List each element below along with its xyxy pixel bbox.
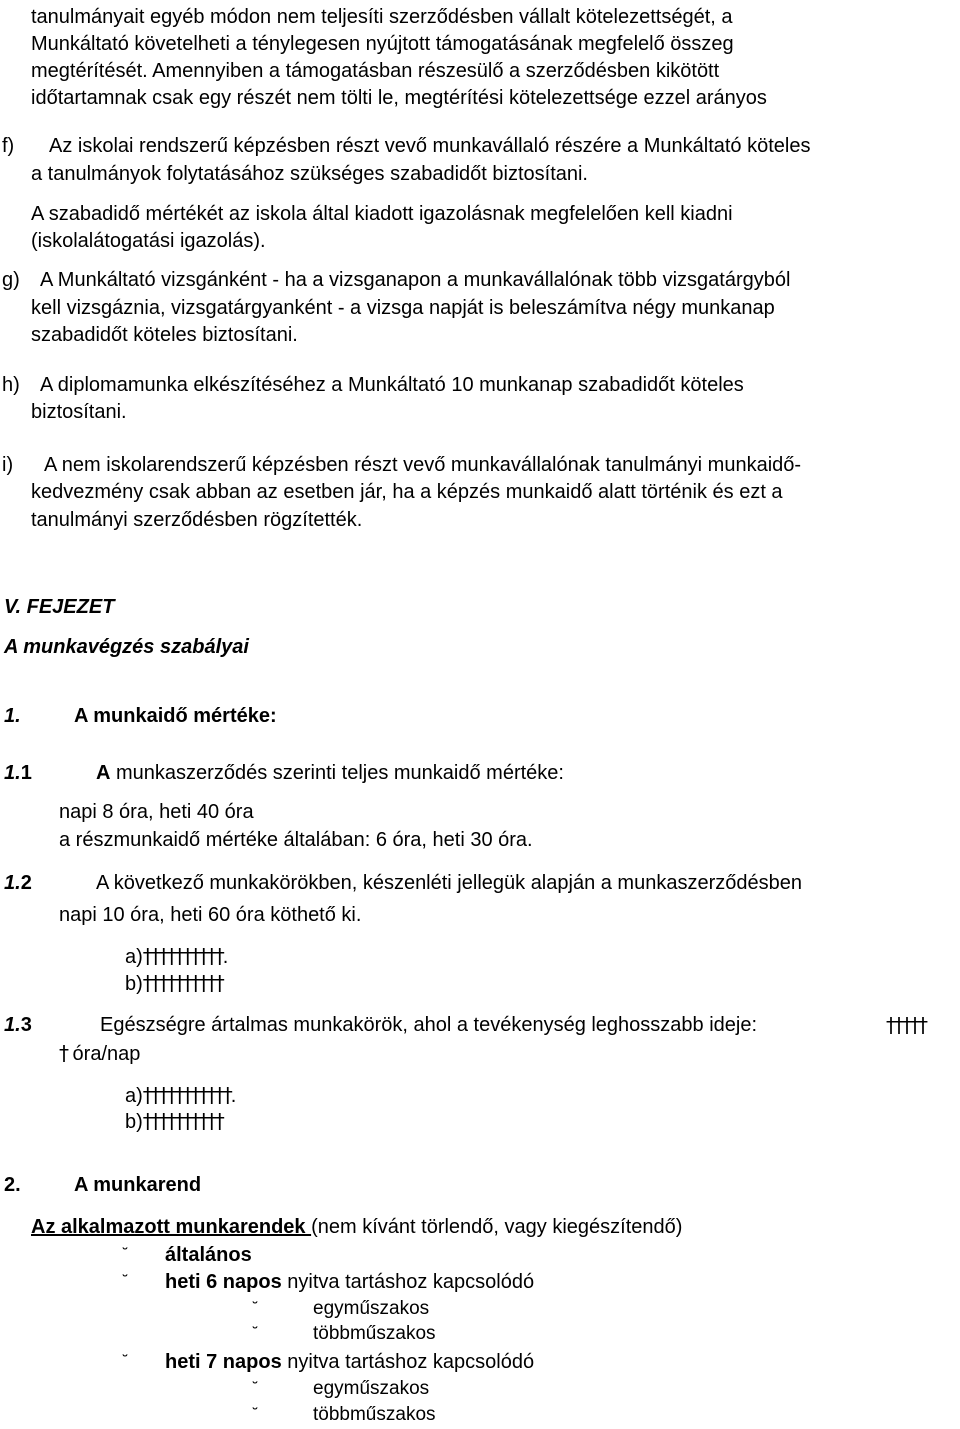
item-f-line: A szabadidő mértékét az iskola által kiadott igazolásnak megfelelően kell kiadni (31, 203, 733, 225)
chapter-title: A munkavégzés szabályai (4, 636, 249, 658)
item-g-letter: g) (2, 269, 20, 291)
list-item-b: b)†††††††††† (125, 1109, 223, 1133)
item-g-line: kell vizsgáznia, vizsgatárgyanként - a vizsga napját is beleszámítva négy munkanap (31, 297, 775, 319)
workorder-suboption: egyműszakos (313, 1298, 430, 1319)
subsection-line: napi 10 óra, heti 60 óra köthető ki. (59, 904, 362, 926)
list-item-b: b)†††††††††† (125, 971, 223, 995)
section-number: 2. (4, 1174, 21, 1196)
subsection-heading: A munkaszerződés szerinti teljes munkaidő mértéke: (96, 762, 564, 784)
workorder-option: heti 7 napos nyitva tartáshoz kapcsolódó (165, 1351, 535, 1373)
subsection-number: 1.1 (4, 762, 32, 784)
subsection-line: a részmunkaidő mértéke általában: 6 óra, heti 30 óra. (59, 829, 533, 851)
checkbox-glyph: ˘ (121, 1245, 129, 1264)
item-f-line: (iskolalátogatási igazolás). (31, 230, 266, 252)
checkbox-glyph: ˘ (251, 1379, 259, 1398)
item-g-line: szabadidőt köteles biztosítani. (31, 324, 298, 346)
item-h-line: biztosítani. (31, 401, 127, 423)
workorder-heading: Az alkalmazott munkarendek (nem kívánt törlendő, vagy kiegészítendő) (31, 1216, 683, 1238)
item-i-line: kedvezmény csak abban az esetben jár, ha a képzés munkaidő alatt történik és ezt a (31, 481, 783, 503)
item-f-line: Az iskolai rendszerű képzésben részt vevő munkavállaló részére a Munkáltató köteles (49, 135, 811, 157)
checkbox-glyph: ˘ (121, 1352, 129, 1371)
subsection-number: 1.3 (4, 1014, 32, 1036)
item-h-line: A diplomamunka elkészítéséhez a Munkáltató 10 munkanap szabadidőt köteles (40, 374, 744, 396)
workorder-suboption: egyműszakos (313, 1378, 430, 1399)
workorder-suboption: többműszakos (313, 1404, 436, 1425)
section-title: A munkaidő mértéke: (74, 705, 277, 727)
item-g-line: A Munkáltató vizsgánként - ha a vizsganapon a munkavállalónak több vizsgatárgyból (40, 269, 791, 291)
placeholder-marks: †††††††††† (142, 1109, 223, 1133)
list-item-a: a)†††††††††††. (125, 1083, 237, 1107)
section-title: A munkarend (74, 1174, 202, 1196)
item-i-line: tanulmányi szerződésben rögzítették. (31, 509, 363, 531)
item-h-letter: h) (2, 374, 20, 396)
subsection-number: 1.2 (4, 872, 32, 894)
item-f-line: a tanulmányok folytatásához szükséges szabadidőt biztosítani. (31, 163, 588, 185)
chapter-number: V. FEJEZET (4, 596, 115, 618)
subsection-line: Egészségre ártalmas munkakörök, ahol a tevékenység leghosszabb ideje: (100, 1014, 758, 1036)
paragraph-line: Munkáltató követelheti a ténylegesen nyújtott támogatásának megfelelő összeg (31, 33, 734, 55)
subsection-line: † óra/nap (59, 1041, 141, 1065)
workorder-option: általános (165, 1244, 252, 1266)
workorder-option: heti 6 napos nyitva tartáshoz kapcsolódó (165, 1271, 535, 1293)
item-i-letter: i) (2, 454, 14, 476)
item-i-line: A nem iskolarendszerű képzésben részt vevő munkavállalónak tanulmányi munkaidő- (44, 454, 802, 476)
paragraph-line: megtérítését. Amennyiben a támogatásban részesülő a szerződésben kikötött (31, 60, 720, 82)
workorder-suboption: többműszakos (313, 1323, 436, 1344)
checkbox-glyph: ˘ (251, 1405, 259, 1424)
checkbox-glyph: ˘ (121, 1272, 129, 1291)
subsection-line: napi 8 óra, heti 40 óra (59, 801, 254, 823)
paragraph-line: időtartamnak csak egy részét nem tölti le, megtérítési kötelezettsége ezzel arányos (31, 87, 767, 109)
placeholder-marks: ††††††††††† (142, 1083, 231, 1107)
subsection-line: A következő munkakörökben, készenléti jellegük alapján a munkaszerződésben (96, 872, 802, 894)
list-item-a: a)††††††††††. (125, 944, 229, 968)
checkbox-glyph: ˘ (251, 1299, 259, 1318)
paragraph-line: tanulmányait egyéb módon nem teljesíti szerződésben vállalt kötelezettségét, a (31, 6, 733, 28)
placeholder-marks: ††††† (886, 1013, 926, 1037)
placeholder-marks: †††††††††† (142, 971, 223, 995)
placeholder-marks: †††††††††† (142, 944, 223, 968)
placeholder-marks: † (59, 1041, 67, 1065)
section-number: 1. (4, 705, 21, 727)
item-f-letter: f) (2, 135, 15, 157)
checkbox-glyph: ˘ (251, 1324, 259, 1343)
